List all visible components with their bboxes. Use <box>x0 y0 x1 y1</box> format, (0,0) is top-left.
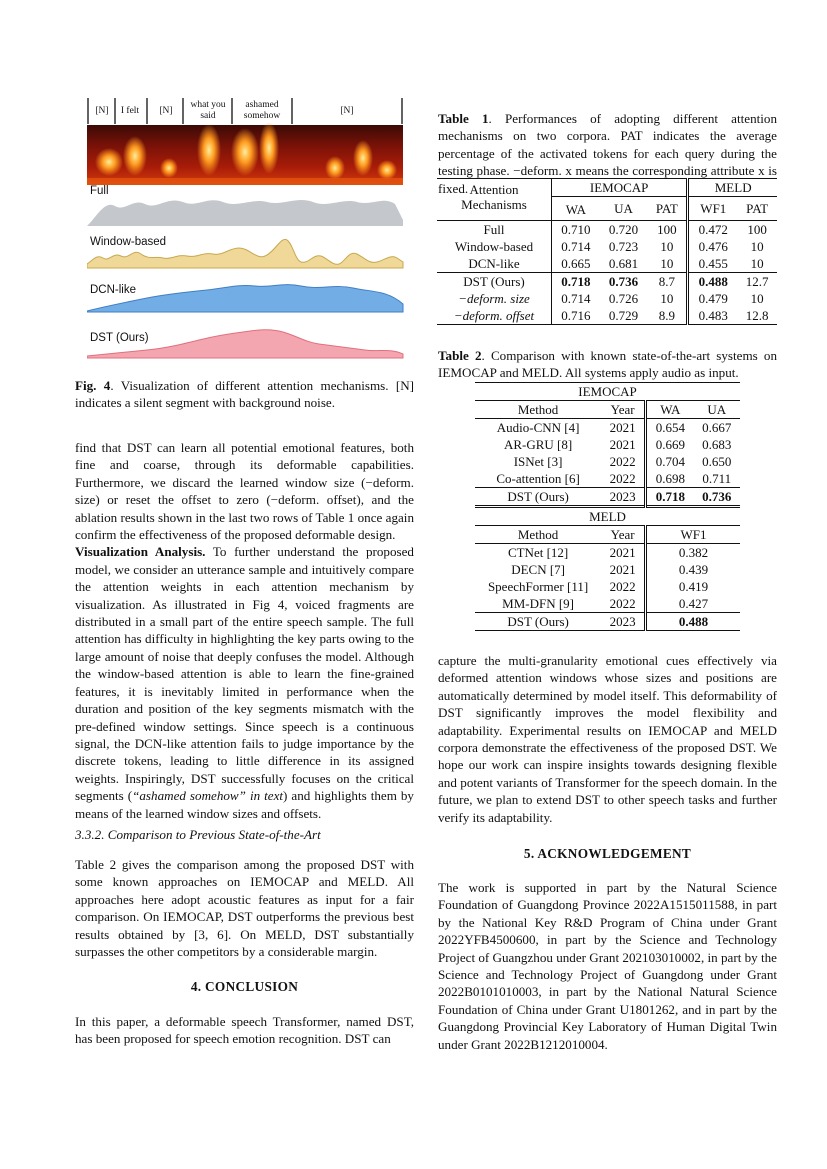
table-cell: 0.681 <box>608 256 639 271</box>
table-cell: 8.9 <box>647 307 688 325</box>
table-cell: 0.726 <box>608 291 639 306</box>
table-cell: 0.698 <box>655 471 685 486</box>
visualization-quote: “ashamed somehow” in text <box>132 788 284 804</box>
table-cell: 100 <box>747 222 767 237</box>
figure-caption-label: Fig. 4 <box>75 378 111 393</box>
table-cell: DECN [7] <box>511 562 565 577</box>
table-row <box>475 595 740 613</box>
table-cell: 0.716 <box>561 308 591 323</box>
table-1-col: WA <box>565 202 586 217</box>
table-cell: 2022 <box>601 595 645 613</box>
table-2-col: WF1 <box>680 527 707 542</box>
table-2-meld-title: MELD <box>589 509 626 524</box>
curve-label-window: Window-based <box>90 236 167 248</box>
table-cell: 0.729 <box>608 308 639 323</box>
segment-label: [N] <box>340 106 354 116</box>
table-2-caption: Table 2. Comparison with known state-of-the-art systems on IEMOCAP and MELD. All systems apply audio as input. <box>438 348 778 381</box>
table-row <box>475 613 740 631</box>
table-row <box>437 255 777 273</box>
table-cell: 0.488 <box>698 274 728 289</box>
table-1-group-meld: MELD <box>688 179 777 197</box>
table-cell: Co-attention [6] <box>496 471 580 486</box>
table-row <box>475 488 740 507</box>
table-cell: 2022 <box>601 470 645 488</box>
curve-label-dst: DST (Ours) <box>90 332 149 344</box>
table-row <box>475 453 740 470</box>
visualization-body-2: ) and highlights them by means of the learned window sizes and offsets. <box>75 788 414 821</box>
table-2-col: Method <box>517 402 559 417</box>
table-2-label: Table 2 <box>438 348 482 363</box>
table-cell: 10 <box>647 238 688 255</box>
table-cell: 0.736 <box>608 274 639 289</box>
table-cell: 0.667 <box>702 420 732 435</box>
subsection-title: 3.3.2. Comparison to Previous State-of-the-Art <box>75 827 321 842</box>
table-cell: 0.483 <box>698 308 728 323</box>
figure-4 <box>87 98 405 368</box>
table-1-header-mechanisms: Attention Mechanisms <box>437 179 552 221</box>
table-cell: 10 <box>750 239 764 254</box>
table-1-col: PAT <box>647 197 688 221</box>
table-1 <box>437 178 777 325</box>
table-cell: 0.439 <box>678 562 709 577</box>
table-cell: 2022 <box>601 453 645 470</box>
table-2-col: Method <box>517 527 559 542</box>
table-1-label: Table 1 <box>438 111 489 126</box>
table-cell: 2021 <box>601 436 645 453</box>
table-1-caption: Table 1. Performances of adopting different attention mechanisms on two corpora. PAT indicates the average percentage of the activated tokens for each query during the testing phase. −deform. x means the corresponding attribute x is fixed. <box>438 111 777 196</box>
visualization-body-1: To further understand the proposed model, we consider an utterance sample and intuitively compare the attention weights in each attention mechanism by visualization. As illustrated in Fig 4, voiced fragments are distributed in a small part of the entire speech sample. The full attention has difficulty in highlighting the key parts owing to the large amount of noise that deeply confuses the model. Although the window-based attention is able to learn the fine-grained features, it is inevitably limited in performance when the duration and position of the key segments mismatch with the pre-defined window settings. Since speech is a continuous signal, the DCN-like attention fails to judge importance by the discrete tokens, leading to little difference in its assigned weights. Inspiringly, DST successfully focuses on the critical segments ( <box>75 544 414 804</box>
table-cell: 0.382 <box>678 545 709 560</box>
table-cell: −deform. size <box>437 290 552 307</box>
table-cell: ISNet [3] <box>513 454 563 469</box>
table-cell: 0.669 <box>655 437 685 452</box>
table-row <box>475 561 740 578</box>
table-cell: 0.476 <box>698 239 728 254</box>
table-2-iemocap-title: IEMOCAP <box>578 384 637 399</box>
table-cell: Full <box>437 221 552 239</box>
table-cell: AR-GRU [8] <box>503 437 573 452</box>
table-cell: SpeechFormer [11] <box>487 579 589 594</box>
visualization-heading: Visualization Analysis. <box>75 544 206 560</box>
table-cell: 2023 <box>601 488 645 507</box>
table-1-col: PAT <box>746 201 769 216</box>
table-cell: 10 <box>647 255 688 273</box>
table-cell: Audio-CNN [4] <box>496 420 580 435</box>
figure-caption-text: Visualization of different attention mechanisms. [N] indicates a silent segment with background noise. <box>75 378 415 411</box>
table-cell: DST (Ours) <box>507 489 569 504</box>
table-cell: 0.419 <box>678 579 709 594</box>
ablation-paragraph: find that DST can learn all potential emotional features, both fine and coarse, through its deformable capabilities. Furthermore, we discard the learned window size (−deform. size) or reset the offset to zero (−deform. offset), and the ablation results shown in the last two rows of Table 1 once again confirm the effectiveness of the proposed deformable design. <box>75 440 414 543</box>
table-cell: 0.654 <box>655 420 685 435</box>
table-cell: 0.665 <box>561 256 591 271</box>
table-cell: 0.720 <box>608 222 639 237</box>
right-body <box>438 652 777 826</box>
table-cell: 0.714 <box>561 239 591 254</box>
table-cell: 0.714 <box>561 291 591 306</box>
table-cell: 10 <box>750 291 764 306</box>
table-2-caption-text: Comparison with known state-of-the-art systems on IEMOCAP and MELD. All systems apply audio as input. <box>438 348 778 381</box>
table-cell: 0.472 <box>698 222 728 237</box>
table-cell: 0.718 <box>655 489 685 504</box>
conclusion-paragraph: In this paper, a deformable speech Transformer, named DST, has been proposed for speech emotion recognition. DST can <box>75 1014 414 1047</box>
table-cell: −deform. offset <box>437 307 552 325</box>
curve-label-full: Full <box>90 185 109 197</box>
table-1-col: UA <box>614 201 633 216</box>
acknowledgement-title: 5. ACKNOWLEDGEMENT <box>523 846 692 861</box>
table-row <box>437 221 777 239</box>
table-2-col: Year <box>601 401 645 419</box>
comparison-paragraph: Table 2 gives the comparison among the proposed DST with some known approaches on IEMOCAP and MELD. All approaches here adopt acoustic features as input for a fair comparison. On IEMOCAP, DST outperforms the previous best results obtained by [3, 6]. On MELD, DST substantially surpasses the other competitors by a considerable margin. <box>75 857 414 960</box>
table-cell: MM-DFN [9] <box>502 596 575 611</box>
table-cell: 8.7 <box>647 273 688 291</box>
table-cell: 0.488 <box>678 614 709 629</box>
table-row <box>475 470 740 488</box>
conclusion-section <box>75 1013 414 1048</box>
table-row <box>437 307 777 325</box>
spectrogram-and-attention-curves <box>87 98 405 360</box>
acknowledgement-paragraph: The work is supported in part by the Natural Science Foundation of Guangdong Province 2022A1515011588, in part by the National Key R&D Program of China under Grant 2022YFB4500600, in part by the Science and Technology Project of Guangzhou under Grant 202103010002, in part by the Science and Technology Project of Guangdong under Grant 2022B0101010003, in part by the National Natural Science Foundation of China under Grant U1801262, and in part by the Guangdong Provincial Key Laboratory of Human Digital Twin under Grant 2022B1212010004. <box>438 880 777 1052</box>
table-row <box>437 290 777 307</box>
table-cell: 12.8 <box>745 308 769 323</box>
table-1-caption-text: Performances of adopting different attention mechanisms on two corpora. PAT indicates the average percentage of the activated tokens for each query during the testing phase. −deform. x means the corresponding attribute x is fixed. <box>438 111 777 196</box>
full-attention-curve <box>87 200 403 226</box>
table-cell: 2021 <box>601 544 645 562</box>
segment-label: [N] <box>95 106 109 116</box>
spectrogram <box>87 122 403 185</box>
segment-label: what you said <box>190 100 226 121</box>
table-row <box>475 544 740 562</box>
table-row <box>475 578 740 595</box>
table-cell: 0.711 <box>702 471 732 486</box>
table-cell: 100 <box>647 221 688 239</box>
table-2-col: Year <box>601 526 645 544</box>
table-cell: 10 <box>647 290 688 307</box>
table-2-col: UA <box>707 402 727 417</box>
table-cell: 0.650 <box>702 454 732 469</box>
table-row <box>437 238 777 255</box>
table-2 <box>475 382 740 631</box>
table-cell: 2021 <box>601 561 645 578</box>
table-cell: DCN-like <box>437 255 552 273</box>
table-cell: 2022 <box>601 578 645 595</box>
figure-4-caption: Fig. 4. Visualization of different attention mechanisms. [N] indicates a silent segment with background noise. <box>75 378 415 411</box>
table-cell: 0.718 <box>561 274 591 289</box>
table-1-group-iemocap: IEMOCAP <box>552 179 688 197</box>
table-cell: 0.455 <box>698 256 728 271</box>
table-1-col: WF1 <box>700 201 727 216</box>
table-cell: 10 <box>750 256 764 271</box>
table-cell: Window-based <box>437 238 552 255</box>
segment-label: ashamed somehow <box>243 100 281 121</box>
table-cell: DST (Ours) <box>437 273 552 291</box>
table-cell: 0.710 <box>561 222 591 237</box>
conclusion-title: 4. CONCLUSION <box>190 979 299 994</box>
table-row <box>437 273 777 291</box>
curve-label-dcn: DCN-like <box>90 284 136 296</box>
table-row <box>475 419 740 437</box>
table-cell: 0.736 <box>702 489 732 504</box>
table-cell: 12.7 <box>745 274 769 289</box>
table-cell: 0.704 <box>655 454 685 469</box>
table-row <box>475 436 740 453</box>
table-cell: DST (Ours) <box>507 614 569 629</box>
table-cell: 0.427 <box>678 596 709 611</box>
left-body <box>75 439 414 822</box>
comparison-section <box>75 856 414 960</box>
table-cell: 0.683 <box>702 437 732 452</box>
acknowledgement-section <box>438 879 777 1053</box>
table-cell: 0.479 <box>698 291 728 306</box>
segment-label: I felt <box>120 106 140 116</box>
conclusion-continued-paragraph: capture the multi-granularity emotional cues effectively via deformed attention windows whose sizes and positions are automatically determined by model itself. This deformability of DST significantly improves the model flexibility and adaptability. Experimental results on IEMOCAP and MELD corpora demonstrate the effectiveness of the proposed DST. We hope our work can inspire insights towards designing flexible and potent variants of Transformer for the speech domain. In the future, we plan to extend DST to other speech tasks and further verify its adaptability. <box>438 653 777 825</box>
table-2-col: WA <box>660 402 681 417</box>
visualization-paragraph <box>75 543 414 822</box>
table-cell: 0.723 <box>608 239 639 254</box>
segment-label: [N] <box>159 106 173 116</box>
table-cell: 2021 <box>601 419 645 437</box>
table-cell: CTNet [12] <box>507 545 569 560</box>
table-cell: 2023 <box>601 613 645 631</box>
